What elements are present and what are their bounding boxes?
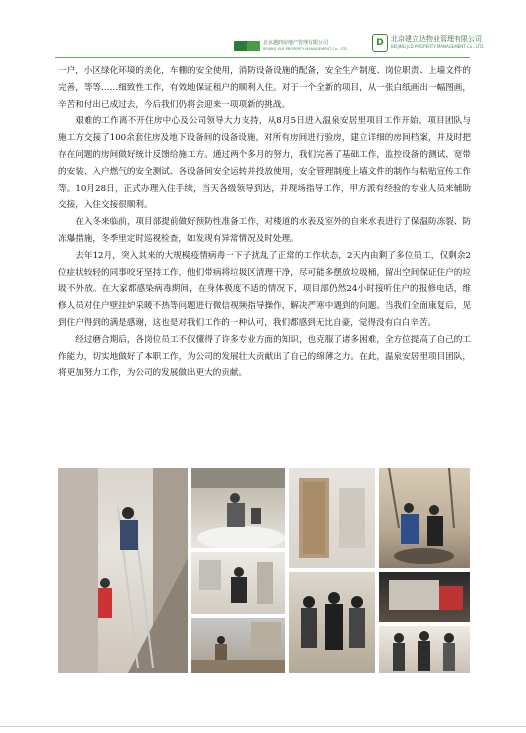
- photo-collage: [58, 468, 470, 673]
- photo-staff-group: [379, 626, 470, 673]
- photo-hallway-door: [289, 468, 375, 568]
- paragraph: 经过磨合期后，各岗位员工不仅懂得了许多专业方面的知识，也克服了诸多困难，全方位提高了自己的工作能力，切实地做好了本职工作，为公司的发展壮大贡献出了自己的绵薄之力。在此，温泉安居里项目团队，将更加努力工作，为公司的发展做出更大的贡献。: [58, 334, 471, 379]
- page-header: [0, 0, 526, 60]
- photo-appliance-repair: [379, 572, 470, 622]
- xlb-logo-cn: 北京越润房地产管理有限公司: [263, 40, 329, 46]
- photo-interior-repair: [191, 552, 285, 614]
- paragraph: 艰难的工作离不开住房中心及公司领导大力支持，从8月5日进入温泉安居里项目工作开始，项目团队与施工方交接了100余套住房及地下设备间的设备设施，对所有房间进行验房，建立详细的房间档案，并及时把存在问题的房间做好统计反馈给施工方。通过两个多月的努力，我们完善了基础工作，监控设备的测试、宽带的安装、入户燃气的安全测试、各设备间安全运转并投放使用，安全管理制度上墙文件的制作与粘贴宣传工作等。10月28日，正式办理入住手续，当天各级领导到达，并现场指导工作，甲方派有经验的专业人员来辅助交接，入住交接很顺利。: [58, 116, 471, 211]
- footer-rule: [0, 726, 526, 727]
- paragraph: 一户，小区绿化环境的美化，车棚的安全使用，消防设备设施的配备，安全生产制度、岗位职责、上墙文件的完善，等等……细致性工作，有效地保证租户的顺利入住。对于一个全新的项目，从一张白纸画出一幅图画，辛苦和付出已成过去，今后我们仍将会迎来一项项新的挑战。: [58, 66, 471, 110]
- jld-logo: [372, 34, 484, 52]
- paragraph: 去年12月，突入其来的大规模疫情病毒一下子扰乱了正常的工作状态，2天内由剩了多位员工，仅剩余2位症状较轻的同事咬牙坚持工作，他们带病将垃圾区清理干净，尽可能多摆放垃圾桶，留出空间保证住户的垃圾不外放。在大家都感染病毒期间，在身体极度不适的情况下，项目部仍然24小时接听住户的报修电话，维修人员对住户壁挂炉采暖不热等问题进行微信视频指导操作，解决严寒中遇到的问题。当我们全面康复后，见到住户得到的满是感谢，这也是对我们工作的一种认可，我们都感到无比自豪，觉得没有白白辛苦。: [58, 250, 471, 328]
- xlb-logo-mark: [234, 41, 260, 51]
- jld-logo-cn: 北京建立达物业管理有限公司: [391, 35, 482, 43]
- jld-logo-mark: D: [372, 34, 388, 52]
- photo-outdoor-site: [191, 618, 285, 673]
- photo-stairwell-ladder: [58, 468, 188, 673]
- photo-winter-outdoor: [379, 468, 470, 568]
- xlb-logo-en: BEIJING XLB PROPERTY MANAGEMENT Co., LTD.: [263, 47, 349, 51]
- header-rule: [55, 57, 470, 58]
- xlb-logo: [234, 40, 348, 52]
- paragraph: 在入冬来临前，项目部提前做好预防性准备工作，对楼道的水表及室外的自来水表进行了保温防冻裂、防冻爆措施，冬季里定时巡视检查，如发现有异常情况及时处理。: [58, 217, 471, 244]
- photo-outdoor-inspection: [191, 468, 285, 548]
- photo-group-meeting: [289, 572, 375, 673]
- article-body: [58, 63, 471, 382]
- jld-logo-en: BEIJING JLD PROPERTY MANAGEMENT Co., LTD.: [391, 44, 485, 49]
